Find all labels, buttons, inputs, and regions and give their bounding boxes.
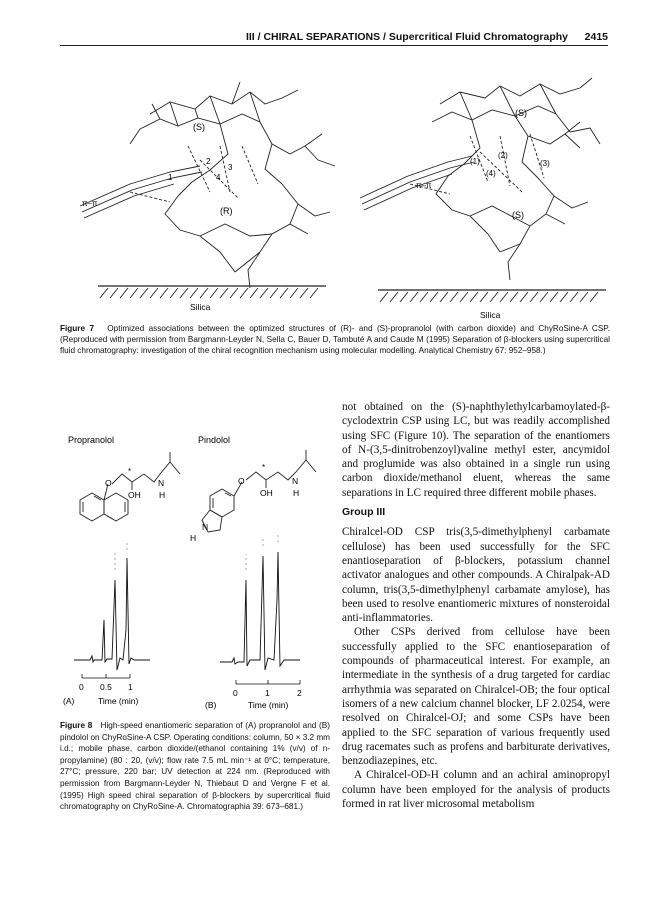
body-text-column <box>342 400 610 811</box>
label-left-1: 1 <box>168 173 173 182</box>
figure-7-caption-label: Figure 7 <box>60 324 94 333</box>
label-left-silica: Silica <box>190 302 211 312</box>
panel-b-xlabel: Time (min) <box>248 700 289 710</box>
section-heading-group-iii: Group III <box>342 506 386 519</box>
figure-7-caption-text: Optimized associations between the optimized structures of (R)- and (S)-propranolol (with carbon dioxide) and ChyRoSine-A CSP. (Reproduced with permission from Bargmann-Leyder N, Sella C, Bauer D, Tambuté A and Caude M (1995) Separation of β-blockers using supercritical fluid chromatography: investigation of the chiral recognition mechanism using molecular modelling. Analytical Chemistry 67: 952–958.) <box>60 324 610 356</box>
tick-a-0: 0 <box>79 682 84 692</box>
panel-b-label: (B) <box>205 700 217 710</box>
header-title: III / CHIRAL SEPARATIONS / Supercritical Fluid Chromatography <box>245 31 568 43</box>
label-right-3: (3) <box>540 159 550 168</box>
figure-8-chromatograms <box>60 430 330 720</box>
atom-n-b: N <box>292 476 299 486</box>
atom-o-a: O <box>105 478 112 488</box>
atom-n-a: N <box>158 478 165 488</box>
atom-nh-h: H <box>190 533 197 543</box>
compound-a-name: Propranolol <box>68 435 115 445</box>
atom-oh-a: OH <box>128 490 141 500</box>
label-left-3: 3 <box>228 163 233 172</box>
panel-a-label: (A) <box>63 696 75 706</box>
label-right-s-top: (S) <box>515 108 527 118</box>
tick-a-1: 0.5 <box>100 682 112 692</box>
label-right-s-bottom: (S) <box>512 210 524 220</box>
atom-star-b: * <box>262 463 266 472</box>
label-left-4: 4 <box>216 173 221 182</box>
tick-b-1: 1 <box>265 688 270 698</box>
atom-o-b: O <box>238 476 245 486</box>
label-right-silica: Silica <box>480 310 501 320</box>
label-left-pi: π–π <box>82 199 98 208</box>
figure-7-molecular-models <box>60 74 608 320</box>
figure-7-caption <box>60 323 610 357</box>
running-header <box>60 31 608 46</box>
atom-nh-n: N <box>202 522 209 532</box>
atom-oh-b: OH <box>260 488 273 498</box>
tick-a-2: 1 <box>128 682 133 692</box>
label-left-r: (R) <box>220 206 233 216</box>
paragraph-1: not obtained on the (S)-naphthylethylcarbamoylated-β-cyclodextrin CSP using LC, but was readily accomplished using SFC (Figure 10). The separation of the enantiomers of N-(3,5-dinitrobenzoyl)valine methyl ester, ancymidol and proglumide was also obtained in a single run using carbon dioxide/methanol eluent, whereas the same separations in LC required three different mobile phases. <box>342 401 610 499</box>
figure-8-caption-text: High-speed enantiomeric separation of (A) propranolol and (B) pindolol on ChyRoSine-A CSP. Operating conditions: column, 50 × 3.2 mm i.d.; mobile phase, carbon dioxide/(ethanol containing 1% (v/v) of n-propylamine) (80 : 20, (v/v); flow rate 7.5 mL min⁻¹ at 0°C; temperature, 27°C; pressure, 220 bar; UV detection at 224 nm. (Reproduced with permission from Bargmann-Leyder N, Thiebaut D and Vergne F et al. (1995) High speed chiral separation of β-blockers by supercritical fluid chromatography on ChyRoSine-A. Chromatographia 39: 673–681.) <box>60 721 330 812</box>
trace-a <box>74 558 150 670</box>
label-left-s: (S) <box>193 122 205 132</box>
page-number: 2415 <box>584 31 608 43</box>
label-right-1: (1) <box>470 157 480 166</box>
compound-b-name: Pindolol <box>198 435 231 445</box>
figure-8-caption-label: Figure 8 <box>60 721 93 730</box>
figure-8-caption <box>60 720 330 813</box>
paragraph-3: Other CSPs derived from cellulose have been successfully applied to the SFC enantioseparation of compounds of pharmaceutical interest. For example, an intermediate in the synthesis of a drug targeted for cardiac arrhythmia was separated on Chiralcel-OB; the four optical isomers of a new calcium channel blocker, LF 2.0254, were resolved on Chiralcel-OJ; and some CSPs have been applied to the SFC separation of various frequently used drug racemates such as profens and barbiturate derivatives, benzodiazepines, etc. <box>342 626 610 768</box>
label-right-4: (4) <box>486 169 496 178</box>
label-right-pi: π–π <box>416 181 432 190</box>
label-right-2: (2) <box>498 151 508 160</box>
tick-b-2: 2 <box>297 688 302 698</box>
paragraph-2: Chiralcel-OD CSP tris(3,5-dimethylphenyl carbamate cellulose) has been used successfully for the SFC enantioseparation of β-blockers, potassium channel activator analogues and other compounds. A Chiralpak-AD column, tris(3,5-dimethylphenyl carbamate amylose), has been used to resolve enantiomeric mixtures of nonsteroidal anti-inflammatories. <box>342 526 610 625</box>
label-left-2: 2 <box>206 157 211 166</box>
atom-h-a: H <box>159 490 166 500</box>
panel-a-xlabel: Time (min) <box>98 696 139 706</box>
trace-b <box>220 552 300 670</box>
atom-star-a: * <box>128 467 132 476</box>
paragraph-4: A Chiralcel-OD-H column and an achiral aminopropyl column have been employed for the analysis of products formed in rat liver microsomal metabolism <box>342 769 610 811</box>
atom-h-b: H <box>293 488 300 498</box>
tick-b-0: 0 <box>233 688 238 698</box>
